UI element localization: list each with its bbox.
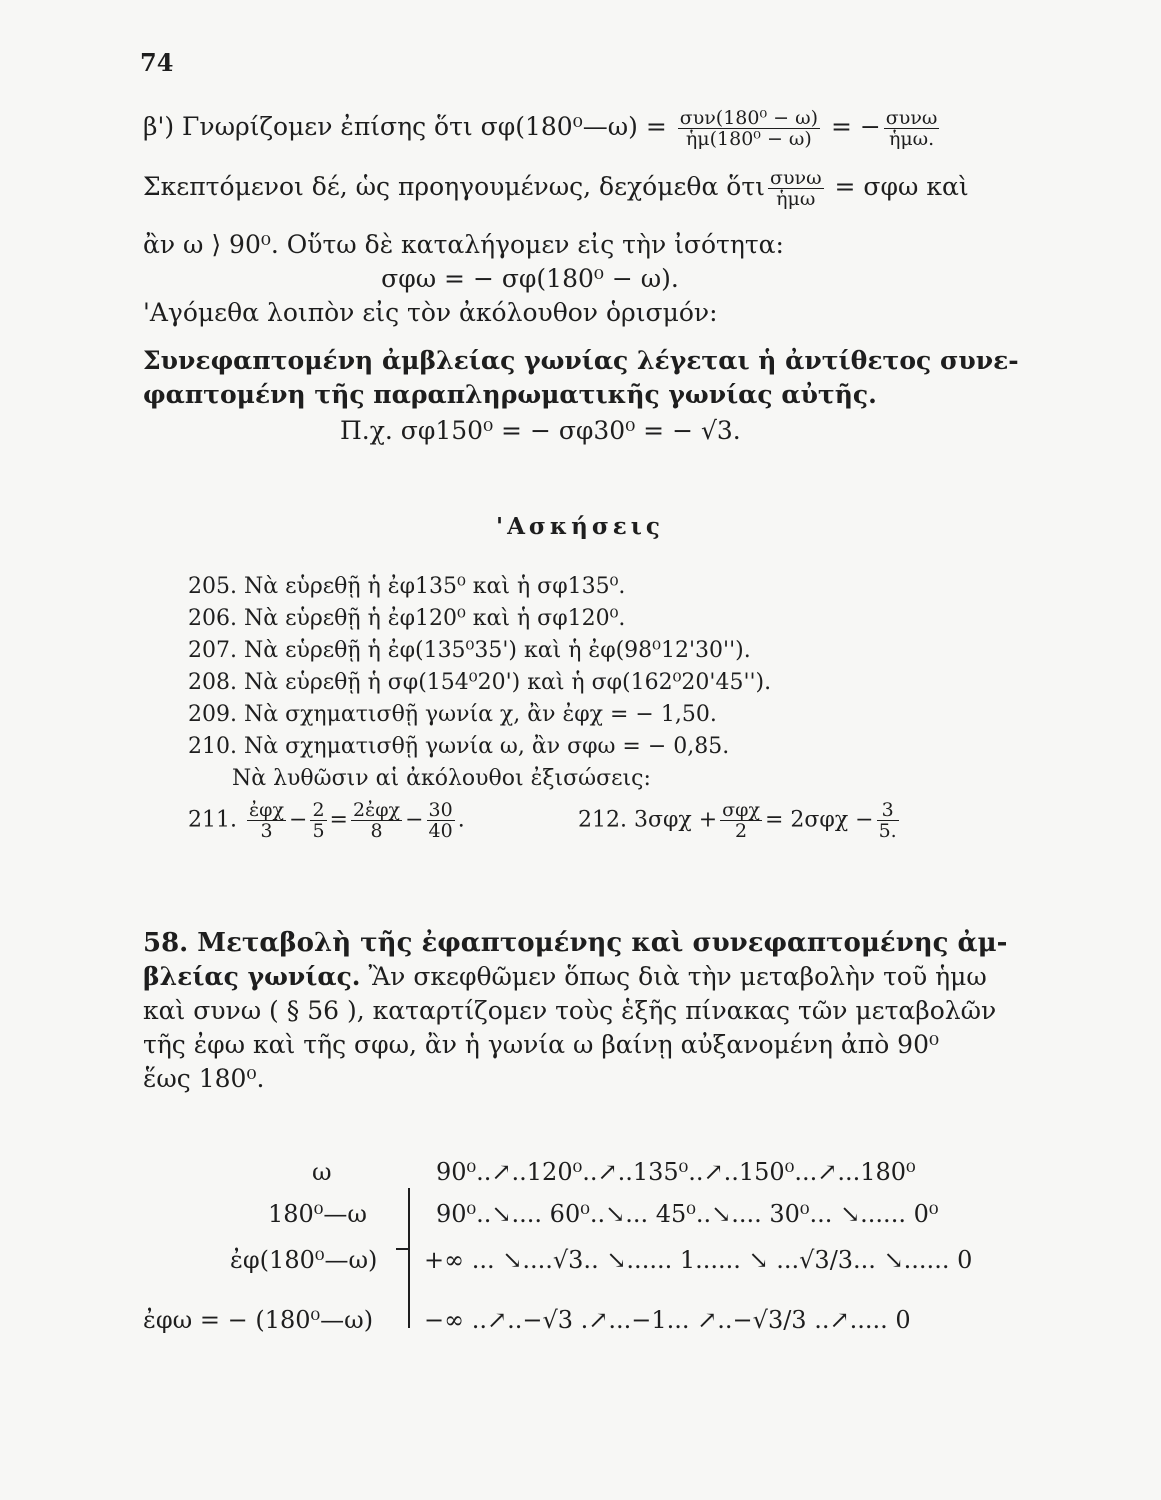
exercise-206: 206. Νὰ εὑρεθῇ ἡ ἐφ120⁰ καὶ ἡ σφ120⁰.: [188, 606, 626, 631]
definition-example: Π.χ. σφ150⁰ = − σφ30⁰ = − √3.: [340, 416, 741, 445]
section-58-line-4: τῆς ἐφω καὶ τῆς σφω, ἂν ἡ γωνία ω βαίνῃ αὐξανομένη ἀπὸ 90⁰: [143, 1030, 940, 1059]
section-58-heading: 58. Μεταβολὴ τῆς ἐφαπτομένης καὶ συνεφαπτομένης ἀμ-: [143, 928, 1008, 958]
exercise-210: 210. Νὰ σχηματισθῇ γωνία ω, ἂν σφω = − 0,85.: [188, 734, 730, 759]
equals-minus: = −: [830, 112, 881, 141]
fraction-numerator: 30: [428, 799, 453, 821]
section-58-heading-continuation: βλείας γωνίας.: [143, 962, 361, 991]
eq211-frac-c: [351, 800, 402, 841]
exercises-title: 'Ασκήσεις: [496, 513, 664, 540]
eq212-frac-a: [720, 800, 762, 841]
exercise-207: 207. Νὰ εὑρεθῇ ἡ ἐφ(135⁰35') καὶ ἡ ἐφ(98⁰12'30'').: [188, 638, 751, 663]
fraction-denominator: ἡμ(180⁰ − ω): [685, 128, 812, 150]
table-brace: [408, 1188, 420, 1328]
fraction-cosw-sinw-2: [768, 168, 824, 209]
intro-line-2-prefix: Σκεπτόμενοι δέ, ὡς προηγουμένως, δεχόμεθα ὅτι: [143, 172, 765, 201]
variation-row-angle-values: 90⁰..↗..120⁰..↗..135⁰..↗..150⁰...↗...180⁰: [436, 1158, 916, 1186]
eq211-frac-a: [247, 800, 286, 841]
equation-211: 211. $\frac{\text{ἐφχ}}{3}$ − $\frac{2}{5}$ = $\frac{\text{2ἐφχ}}{8}$ − $\frac{30}{40}$ .: [188, 799, 465, 842]
fraction-numerator: συν(180⁰ − ω): [679, 107, 818, 129]
fraction-cosw-sinw: [884, 108, 940, 149]
equation-212: [578, 800, 902, 841]
fraction-numerator: συνω: [770, 167, 822, 189]
fraction-denominator: 5.: [878, 820, 897, 842]
exercise-205: 205. Νὰ εὑρεθῇ ἡ ἐφ135⁰ καὶ ἡ σφ135⁰.: [188, 574, 626, 599]
equation-212-label: 212.: [578, 807, 627, 833]
fraction-denominator: 8: [370, 820, 383, 842]
intro-line-3: ἂν ω ⟩ 90⁰. Οὕτω δὲ καταλήγομεν εἰς τὴν ἰσότητα:: [143, 230, 784, 259]
variation-row-angle-label: ω: [312, 1158, 332, 1186]
fraction-numerator: 2: [312, 799, 325, 821]
fraction-numerator: 3: [877, 800, 899, 821]
page-number: 74: [140, 48, 174, 77]
fraction-numerator: ἐφχ: [248, 799, 284, 821]
intro-line-2-suffix: = σφω καὶ: [834, 172, 969, 201]
section-58-line-2-text: Ἂν σκεφθῶμεν ὅπως διὰ τὴν μεταβολὴν τοῦ ἡμω: [360, 962, 987, 991]
variation-row-tanw-label: ἐφω = − (180⁰—ω): [143, 1306, 374, 1334]
fraction-denominator: 3: [260, 820, 273, 842]
definition-line-1: Συνεφαπτομένη ἀμβλείας γωνίας λέγεται ἡ ἀντίθετος συνε-: [143, 346, 1019, 375]
identity-equation: σφω = − σφ(180⁰ − ω).: [381, 264, 679, 293]
section-58-line-5: ἕως 180⁰.: [143, 1064, 265, 1093]
variation-row-tangent-label: ἐφ(180⁰—ω): [230, 1246, 378, 1274]
fraction-numerator: συνω: [885, 107, 938, 129]
section-58-line-2: [143, 960, 1003, 994]
fraction-denominator: 40: [428, 820, 453, 842]
equations-intro: Νὰ λυθῶσιν αἱ ἀκόλουθοι ἐξισώσεις:: [232, 766, 651, 791]
intro-line-1-prefix: β') Γνωρίζομεν ἐπίσης ὅτι σφ(180⁰—ω) =: [143, 112, 675, 141]
variation-row-tanw-values: −∞ ..↗..−√3 .↗...−1... ↗..−√3/3 ..↗..... 0: [424, 1306, 911, 1334]
intro-line-5: 'Αγόμεθα λοιπὸν εἰς τὸν ἀκόλουθον ὁρισμόν:: [143, 298, 718, 327]
exercise-208: 208. Νὰ εὑρεθῇ ἡ σφ(154⁰20') καὶ ἡ σφ(162⁰20'45'').: [188, 670, 772, 695]
equation-211-label: 211.: [188, 807, 237, 833]
fraction-denominator: ἡμω.: [888, 128, 935, 150]
fraction-denominator: 5: [312, 820, 325, 842]
intro-line-2: [143, 168, 1003, 209]
fraction-denominator: ἡμω: [776, 188, 816, 210]
eq212-frac-b: [877, 800, 899, 841]
fraction-numerator: 2ἐφχ: [352, 799, 401, 821]
definition-line-2: φαπτομένη τῆς παραπληρωματικῆς γωνίας αὐτῆς.: [143, 380, 877, 409]
fraction-cos-over-sin: [678, 108, 820, 149]
eq211-frac-d: [427, 800, 455, 841]
variation-row-tangent-values: +∞ ... ↘....√3.. ↘...... 1...... ↘ ...√3/3... ↘...... 0: [424, 1246, 973, 1274]
eq211-frac-b: [310, 800, 326, 841]
variation-row-supplement-values: 90⁰..↘.... 60⁰..↘... 45⁰..↘.... 30⁰... ↘...... 0⁰: [436, 1200, 939, 1228]
intro-line-1: [143, 108, 1003, 149]
eq212-lead: 3σφχ +: [633, 807, 718, 833]
section-58-line-3: καὶ συνω ( § 56 ), καταρτίζομεν τοὺς ἑξῆς πίνακας τῶν μεταβολῶν: [143, 996, 997, 1025]
fraction-numerator: σφχ: [722, 799, 760, 821]
variation-row-supplement-label: 180⁰—ω: [268, 1200, 367, 1228]
exercise-209: 209. Νὰ σχηματισθῇ γωνία χ, ἂν ἐφχ = − 1,50.: [188, 702, 717, 727]
fraction-denominator: 2: [735, 820, 748, 842]
eq212-mid: = 2σφχ −: [764, 807, 874, 833]
